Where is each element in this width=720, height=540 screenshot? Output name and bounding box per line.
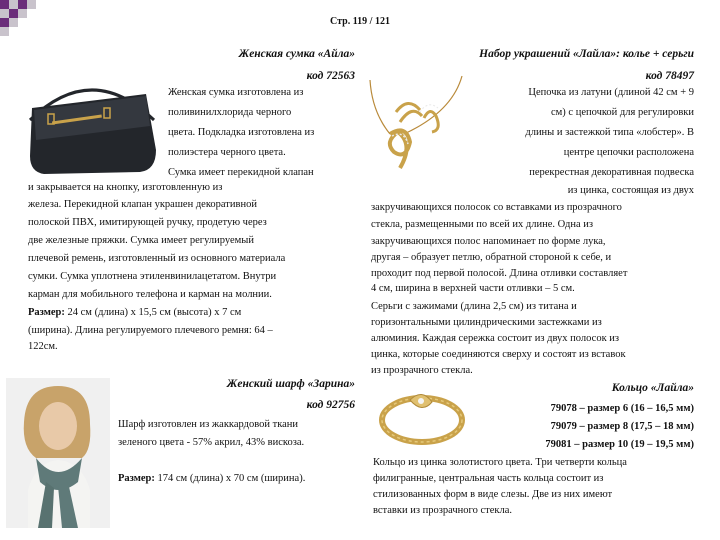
bag-desc-line: и закрывается на кнопку, изготовленную из (28, 182, 223, 193)
set-desc-line: закручивающихся полос напоминает по форме лука, (371, 236, 606, 247)
ring-title: Кольцо «Лайла» (611, 382, 694, 394)
bag-desc-line: плечевой ремень, изготовленный из основного материала (28, 253, 286, 264)
bag-desc-line: цвета. Подкладка изготовлена из (168, 127, 315, 138)
set-desc-line: перекрестная декоративная подвеска (529, 167, 694, 178)
scarf-title: Женский шарф «Зарина» (226, 378, 355, 390)
set-desc-line: длины и застежкой типа «лобстер». В (525, 127, 694, 138)
scarf-size-line (118, 472, 305, 486)
bag-size-line: (ширина). Длина регулируемого плечевого ремня: 64 – (28, 325, 273, 336)
set-title: Набор украшений «Лайла»: колье + серьги (479, 48, 694, 60)
set-desc-line: проходит под первой полосой. Длина отливки составляет (371, 268, 628, 279)
ring-desc-line: вставки из прозрачного стекла. (373, 505, 512, 516)
set-desc-line: другая – образует петлю, обратной стороной к себе, и (371, 252, 612, 263)
ring-photo (370, 384, 475, 452)
bag-title: Женская сумка «Айла» (238, 48, 355, 60)
bag-desc-line: две железные пряжки. Сумка имеет регулируемый (28, 235, 254, 246)
bag-size-text: 24 см (длина) х 15,5 см (высота) х 7 см (67, 307, 242, 318)
bag-desc-line: полоской ПВХ, имитирующей ручку, продетую через (28, 217, 267, 228)
ring-desc-line: Кольцо из цинка золотистого цвета. Три четверти кольца (373, 457, 627, 468)
bag-desc-line: Женская сумка изготовлена из (168, 87, 304, 98)
bag-desc-line: железа. Перекидной клапан украшен декоративной (28, 199, 257, 210)
set-desc-line: цинка, которые соединяются сверху и состоят из вставок (371, 349, 626, 360)
scarf-size-text: 174 см (длина) х 70 см (ширина). (157, 473, 306, 484)
set-desc-line: алюминия. Каждая сережка состоит из двух полосок из (371, 333, 620, 344)
bag-desc-line: сумки. Сумка уплотнена этиленвинилацетатом. Внутри (28, 271, 277, 282)
scarf-desc-line: Шарф изготовлен из жаккардовой ткани (118, 419, 299, 430)
bag-desc-line: полиэстера черного цвета. (168, 147, 286, 158)
set-desc-line: Цепочка из латуни (длиной 42 см + 9 (528, 87, 694, 98)
set-desc-line: стекла, размещенными по всей их длине. Одна из (371, 219, 594, 230)
ring-size-option: 79079 – размер 8 (17,5 – 18 мм) (550, 421, 694, 432)
set-desc-line: из цинка, состоящая из двух (567, 185, 694, 196)
set-code: код 78497 (645, 70, 694, 82)
scarf-size-label: Размер: (118, 473, 155, 484)
set-desc-line: Серьги с зажимами (длина 2,5 см) из титана и (371, 301, 577, 312)
ring-size-option: 79081 – размер 10 (19 – 19,5 мм) (545, 439, 694, 450)
set-desc-line: см) с цепочкой для регулировки (550, 107, 694, 118)
set-desc-line: из прозрачного стекла. (371, 365, 473, 376)
bag-code: код 72563 (306, 70, 355, 82)
bag-size-line: 122см. (28, 341, 58, 352)
bag-desc-line: поливинилхлорида черного (168, 107, 292, 118)
set-desc-line: закручивающихся полосок со вставками из прозрачного (371, 202, 622, 213)
ring-size-option: 79078 – размер 6 (16 – 16,5 мм) (550, 403, 694, 414)
set-desc-line: 4 см, ширина в верхней части отливки – 5 см. (371, 283, 575, 294)
set-desc-line: горизонтальными цилиндрическими застежками из (371, 317, 602, 328)
bag-desc-line: карман для мобильного телефона и карман на молнии. (28, 289, 272, 300)
set-desc-line: центре цепочки расположена (563, 147, 694, 158)
bag-size-label: Размер: (28, 307, 65, 318)
bag-desc-line: Сумка имеет перекидной клапан (168, 167, 314, 178)
scarf-code: код 92756 (306, 399, 355, 411)
ring-desc-line: стилизованных форм в виде слезы. Две из них имеют (373, 489, 613, 500)
ring-desc-line: филигранные, центральная часть кольца состоит из (373, 473, 604, 484)
bag-size-line (28, 306, 241, 320)
page-number: Стр. 119 / 121 (330, 16, 390, 27)
necklace-earrings-photo (362, 72, 482, 197)
scarf-desc-line: зеленого цвета - 57% акрил, 43% вискоза. (118, 437, 305, 448)
bag-photo (22, 80, 162, 180)
scarf-photo (6, 378, 110, 528)
